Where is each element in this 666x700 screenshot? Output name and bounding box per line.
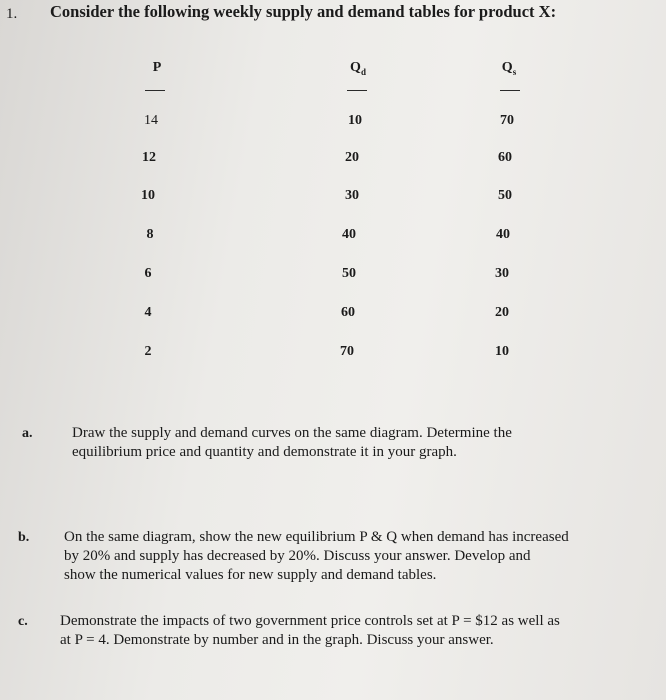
header-qs-sub: s <box>512 66 517 77</box>
part-a-line: equilibrium price and quantity and demonstrate it in your graph. <box>72 444 457 460</box>
price-cell: 6 <box>144 266 152 281</box>
header-qs-main: Q <box>501 60 513 75</box>
qd-cell: 50 <box>342 266 356 281</box>
header-qd-main: Q <box>350 60 361 75</box>
qs-cell: 30 <box>495 266 509 281</box>
question-title: Consider the following weekly supply and demand tables for product X: <box>50 2 557 21</box>
header-underline-price <box>145 90 165 91</box>
header-quantity-supplied <box>502 60 516 77</box>
part-b-line: by 20% and supply has decreased by 20%. Discuss your answer. Develop and <box>64 548 531 564</box>
price-cell: 14 <box>144 113 158 128</box>
part-a-line: Draw the supply and demand curves on the same diagram. Determine the <box>72 425 512 441</box>
part-b <box>18 528 663 588</box>
part-b-label: b. <box>18 530 30 545</box>
qd-cell: 70 <box>340 344 354 359</box>
qs-cell: 50 <box>498 188 512 203</box>
qd-cell: 20 <box>345 150 359 165</box>
part-c-label: c. <box>18 614 28 629</box>
part-a <box>22 424 662 464</box>
part-a-label: a. <box>22 426 33 441</box>
header-underline-qs <box>500 90 520 91</box>
part-b-line: show the numerical values for new supply and demand tables. <box>64 567 437 583</box>
price-cell: 12 <box>142 150 156 165</box>
qd-cell: 60 <box>341 305 355 320</box>
part-c-line: Demonstrate the impacts of two government price controls set at P = $12 as well as <box>60 613 560 629</box>
price-cell: 2 <box>144 344 152 359</box>
price-cell: 4 <box>144 305 152 320</box>
header-price-label: P <box>152 60 162 75</box>
qd-cell: 40 <box>342 227 356 242</box>
header-quantity-demanded <box>350 60 366 77</box>
part-c-text <box>60 612 660 650</box>
price-cell: 10 <box>141 188 155 203</box>
qs-cell: 10 <box>495 344 509 359</box>
qd-cell: 10 <box>348 113 362 128</box>
part-c <box>18 612 663 652</box>
part-c-line: at P = 4. Demonstrate by number and in the graph. Discuss your answer. <box>60 632 494 648</box>
price-cell: 8 <box>146 227 154 242</box>
qs-cell: 70 <box>500 113 514 128</box>
qs-cell: 60 <box>498 150 512 165</box>
header-price <box>153 60 162 76</box>
part-b-text <box>64 528 660 585</box>
header-underline-qd <box>347 90 367 91</box>
qs-cell: 40 <box>496 227 510 242</box>
part-b-line: On the same diagram, show the new equilibrium P & Q when demand has increased <box>64 529 569 545</box>
qd-cell: 30 <box>345 188 359 203</box>
question-number: 1. <box>6 6 18 22</box>
header-qd-sub: d <box>360 66 366 77</box>
qs-cell: 20 <box>495 305 509 320</box>
part-a-text <box>72 424 652 462</box>
